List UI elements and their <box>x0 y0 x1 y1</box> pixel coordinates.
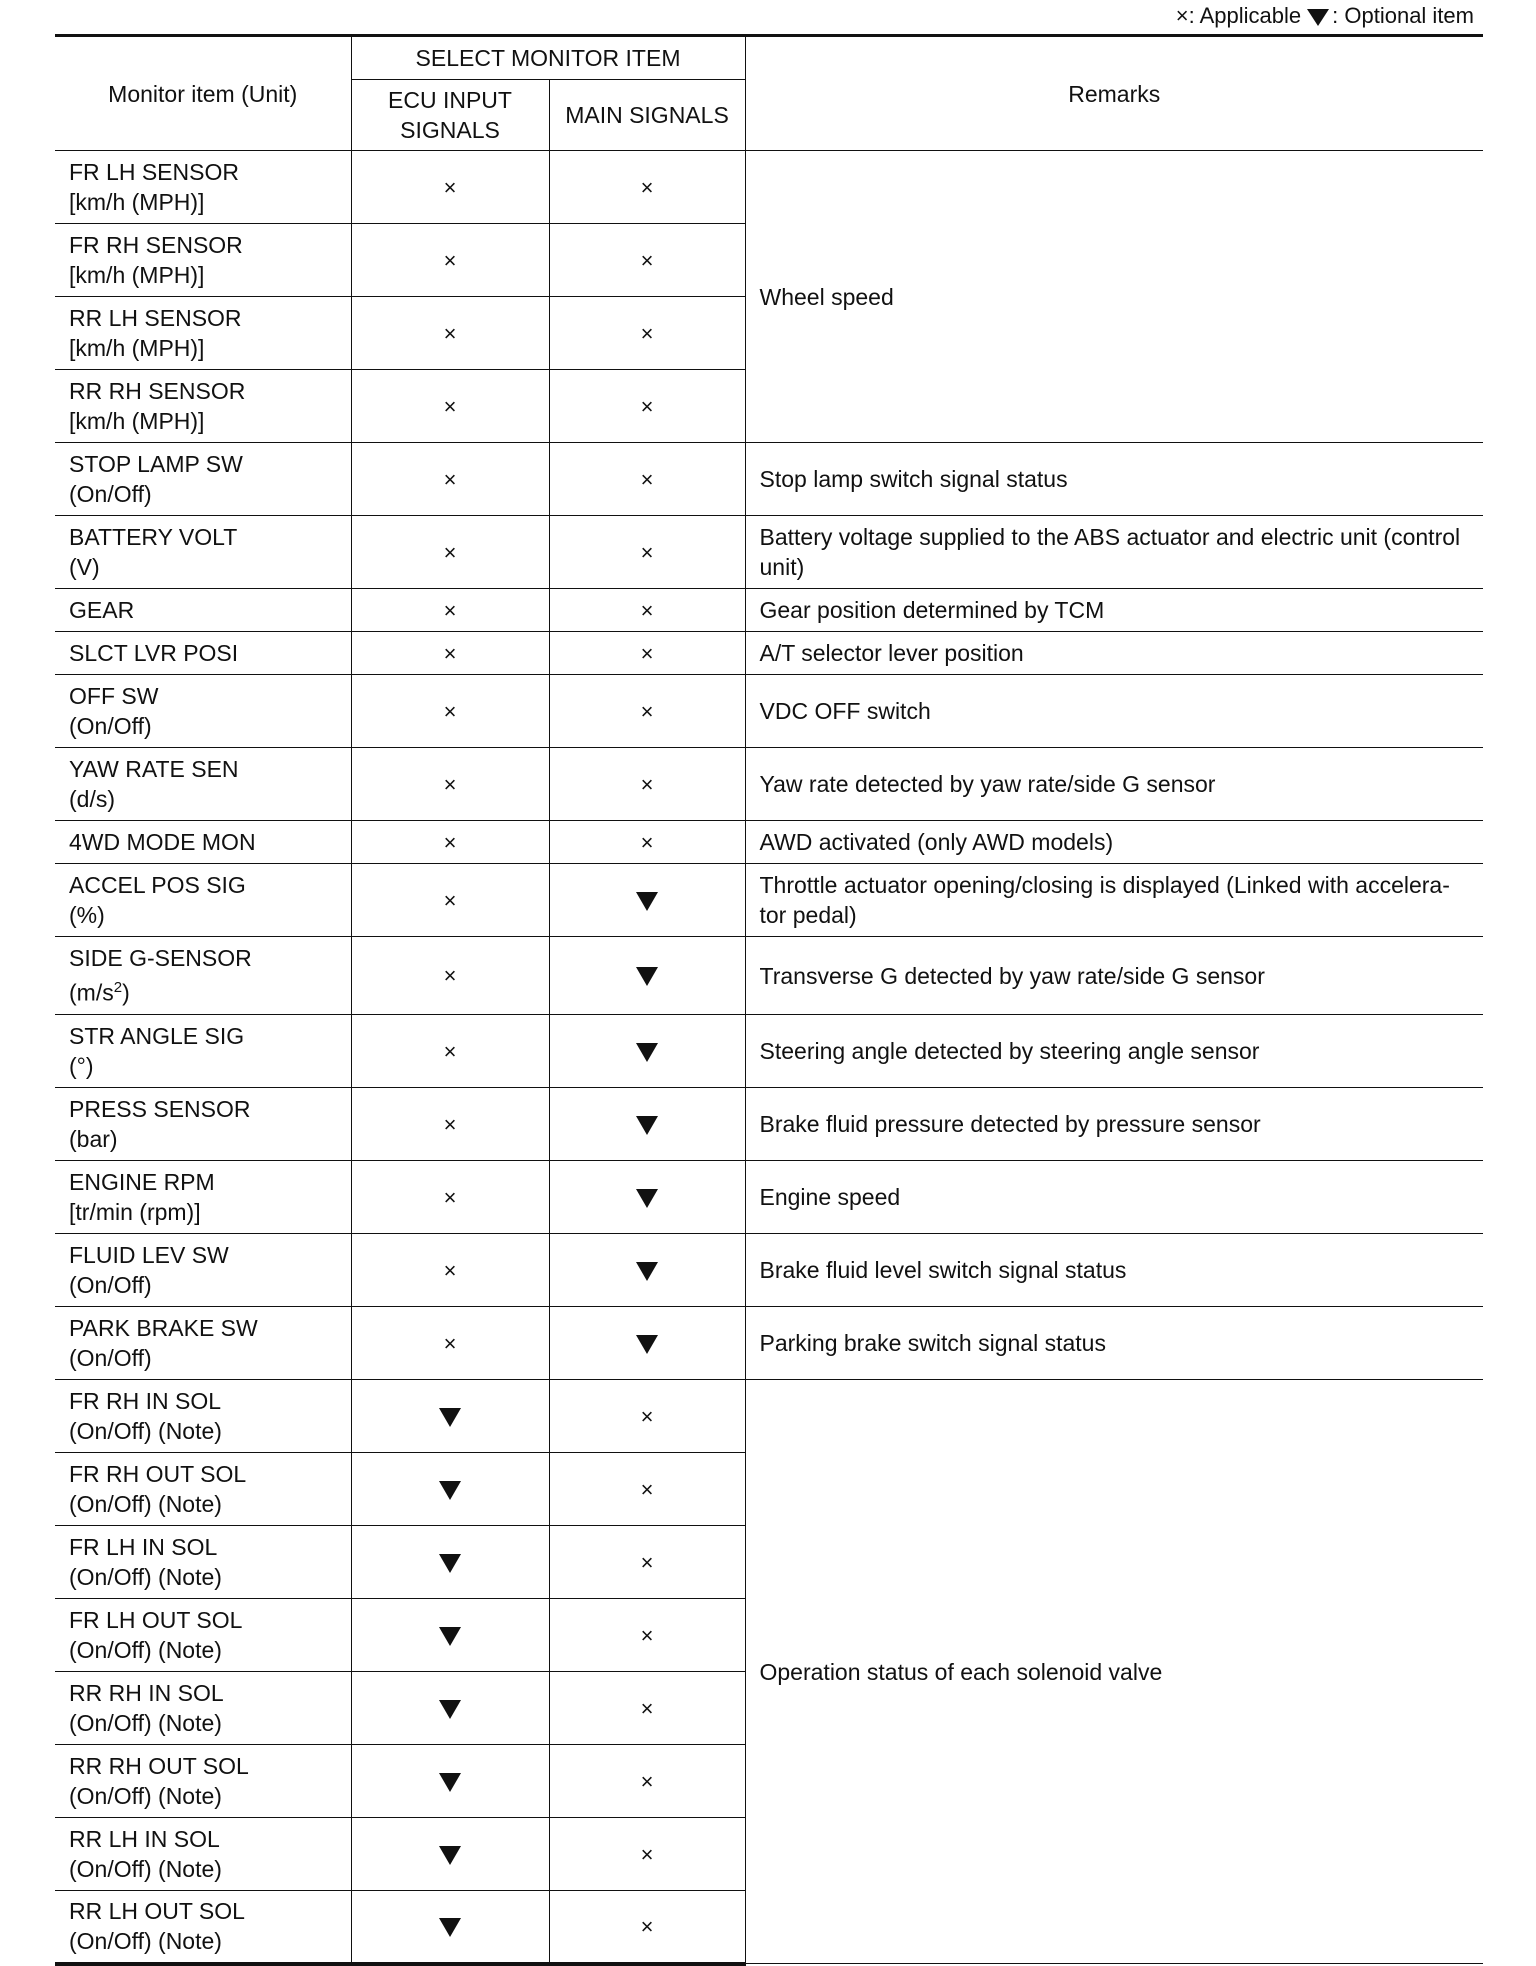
applicable-x-mark: × <box>640 320 654 346</box>
monitor-item-name: FR RH SENSOR <box>69 232 243 258</box>
monitor-item-cell <box>55 1161 351 1234</box>
main-signals-cell <box>549 297 745 370</box>
ecu-input-signals-cell <box>351 748 549 821</box>
table-row <box>55 1161 1483 1234</box>
monitor-item-cell <box>55 1015 351 1088</box>
monitor-item-name: STR ANGLE SIG <box>69 1023 245 1049</box>
ecu-input-signals-cell <box>351 821 549 864</box>
monitor-item-unit <box>69 784 341 814</box>
monitor-item-name: FR RH OUT SOL <box>69 1461 247 1487</box>
monitor-item-name: 4WD MODE MON <box>69 829 256 855</box>
optional-triangle-icon <box>439 1627 461 1646</box>
main-signals-cell <box>549 1307 745 1380</box>
applicable-x-mark: × <box>640 1695 654 1721</box>
monitor-item-unit <box>69 1124 341 1154</box>
monitor-item-name: PARK BRAKE SW <box>69 1315 258 1341</box>
applicable-x-mark: × <box>443 466 457 492</box>
ecu-input-signals-cell <box>351 1307 549 1380</box>
optional-triangle-icon <box>636 1262 658 1281</box>
header-remarks: Remarks <box>745 36 1483 151</box>
ecu-input-signals-cell <box>351 1088 549 1161</box>
ecu-input-signals-cell <box>351 937 549 1015</box>
ecu-input-signals-cell <box>351 1599 549 1672</box>
remarks-cell: AWD activated (only AWD models) <box>745 821 1483 864</box>
monitor-item-unit <box>69 1416 341 1446</box>
ecu-input-signals-cell <box>351 297 549 370</box>
main-signals-cell <box>549 151 745 224</box>
remarks-cell: Engine speed <box>745 1161 1483 1234</box>
monitor-item-cell <box>55 1453 351 1526</box>
unit-superscript: 2 <box>113 979 123 997</box>
monitor-item-unit <box>69 711 341 741</box>
monitor-item-unit <box>69 187 341 217</box>
applicable-x-mark: × <box>640 640 654 666</box>
unit-text: (On/Off) <box>69 1272 152 1298</box>
table-row <box>55 1234 1483 1307</box>
applicable-x-mark: × <box>443 1184 457 1210</box>
monitor-item-cell <box>55 1526 351 1599</box>
monitor-item-name: RR LH SENSOR <box>69 305 242 331</box>
monitor-item-name: SIDE G-SENSOR <box>69 945 252 972</box>
monitor-item-unit <box>69 1197 341 1227</box>
ecu-input-signals-cell <box>351 589 549 632</box>
remarks-cell: Throttle actuator opening/closing is displayed (Linked with accelera-tor pedal) <box>745 864 1483 937</box>
main-signals-cell <box>549 1380 745 1453</box>
optional-triangle-icon <box>636 1189 658 1208</box>
main-signals-cell <box>549 516 745 589</box>
main-signals-cell <box>549 1088 745 1161</box>
unit-text: (%) <box>69 902 105 928</box>
table-row <box>55 1088 1483 1161</box>
applicable-x-mark: × <box>640 1768 654 1794</box>
table-row <box>55 443 1483 516</box>
unit-text: (On/Off) <box>69 713 152 739</box>
monitor-item-cell <box>55 1088 351 1161</box>
applicable-x-mark: × <box>443 1038 457 1064</box>
monitor-item-name: BATTERY VOLT <box>69 524 238 550</box>
remarks-cell: Stop lamp switch signal status <box>745 443 1483 516</box>
applicable-x-mark: × <box>640 1622 654 1648</box>
monitor-item-name: RR RH SENSOR <box>69 378 246 404</box>
applicable-x-mark: × <box>443 320 457 346</box>
monitor-item-unit <box>69 1854 341 1884</box>
applicable-x-mark: × <box>443 887 457 913</box>
main-signals-cell <box>549 632 745 675</box>
table-row <box>55 864 1483 937</box>
monitor-item-unit <box>69 1781 341 1811</box>
main-signals-cell <box>549 370 745 443</box>
unit-text: (V) <box>69 554 100 580</box>
monitor-item-cell <box>55 151 351 224</box>
table-row <box>55 675 1483 748</box>
ecu-input-signals-cell <box>351 675 549 748</box>
monitor-item-name: ENGINE RPM <box>69 1169 215 1195</box>
main-signals-cell <box>549 748 745 821</box>
applicable-symbol: × <box>1175 3 1189 28</box>
ecu-input-signals-cell <box>351 1526 549 1599</box>
monitor-item-name: RR LH IN SOL <box>69 1826 220 1852</box>
monitor-item-cell <box>55 1891 351 1964</box>
monitor-item-name: SLCT LVR POSI <box>69 640 239 666</box>
monitor-item-unit <box>69 552 341 582</box>
applicable-x-mark: × <box>443 393 457 419</box>
unit-text: [km/h (MPH)] <box>69 262 205 288</box>
unit-text: (On/Off) <box>69 481 152 507</box>
monitor-item-name: FR LH OUT SOL <box>69 1607 243 1633</box>
header-monitor-item: Monitor item (Unit) <box>55 36 351 151</box>
applicable-x-mark: × <box>443 539 457 565</box>
header-select-monitor-item: SELECT MONITOR ITEM <box>351 36 745 80</box>
monitor-item-name: YAW RATE SEN <box>69 756 239 782</box>
ecu-input-signals-cell <box>351 864 549 937</box>
unit-text: (On/Off) (Note) <box>69 1564 222 1590</box>
table-row <box>55 516 1483 589</box>
ecu-input-signals-cell <box>351 1818 549 1891</box>
unit-text: [km/h (MPH)] <box>69 408 205 434</box>
table-body <box>55 151 1483 1964</box>
applicable-x-mark: × <box>443 1257 457 1283</box>
applicable-x-mark: × <box>640 698 654 724</box>
monitor-item-unit <box>69 973 341 1008</box>
unit-text: [km/h (MPH)] <box>69 335 205 361</box>
monitor-item-name: FR LH SENSOR <box>69 159 239 185</box>
monitor-item-cell <box>55 224 351 297</box>
monitor-item-cell <box>55 1380 351 1453</box>
applicable-x-mark: × <box>443 640 457 666</box>
applicable-x-mark: × <box>443 1111 457 1137</box>
monitor-item-cell <box>55 516 351 589</box>
optional-triangle-icon <box>636 892 658 911</box>
ecu-input-signals-cell <box>351 1161 549 1234</box>
optional-triangle-icon <box>636 1116 658 1135</box>
applicable-x-mark: × <box>640 1549 654 1575</box>
main-signals-cell <box>549 1818 745 1891</box>
optional-triangle-icon <box>439 1918 461 1937</box>
ecu-input-signals-cell <box>351 1672 549 1745</box>
optional-triangle-icon <box>636 967 658 986</box>
applicable-x-mark: × <box>443 174 457 200</box>
unit-text: (bar) <box>69 1126 118 1152</box>
unit-text: (On/Off) (Note) <box>69 1928 222 1955</box>
remarks-cell: Brake fluid level switch signal status <box>745 1234 1483 1307</box>
monitor-item-cell <box>55 937 351 1015</box>
monitor-item-cell <box>55 632 351 675</box>
remarks-cell: Battery voltage supplied to the ABS actuator and electric unit (control unit) <box>745 516 1483 589</box>
monitor-item-cell <box>55 1599 351 1672</box>
ecu-input-signals-cell <box>351 224 549 297</box>
ecu-input-signals-cell <box>351 632 549 675</box>
main-signals-cell <box>549 443 745 516</box>
table-row <box>55 589 1483 632</box>
monitor-item-unit <box>69 900 341 930</box>
ecu-input-signals-cell <box>351 443 549 516</box>
monitor-item-name: FR RH IN SOL <box>69 1388 222 1414</box>
monitor-item-cell <box>55 1234 351 1307</box>
applicable-x-mark: × <box>640 1403 654 1429</box>
applicable-x-mark: × <box>640 1841 654 1867</box>
main-signals-cell <box>549 1234 745 1307</box>
monitor-item-cell <box>55 1307 351 1380</box>
unit-text: (m/s <box>69 979 114 1006</box>
applicable-x-mark: × <box>443 771 457 797</box>
triangle-down-icon <box>1307 9 1329 26</box>
applicable-x-mark: × <box>640 1476 654 1502</box>
monitor-item-unit <box>69 1562 341 1592</box>
unit-text: (On/Off) (Note) <box>69 1491 222 1517</box>
table-row <box>55 151 1483 224</box>
table-row <box>55 748 1483 821</box>
applicable-x-mark: × <box>640 597 654 623</box>
monitor-item-name: FLUID LEV SW <box>69 1242 229 1268</box>
applicable-x-mark: × <box>443 1330 457 1356</box>
ecu-input-signals-cell <box>351 1234 549 1307</box>
main-signals-cell <box>549 1745 745 1818</box>
ecu-input-signals-cell <box>351 1453 549 1526</box>
applicable-x-mark: × <box>640 771 654 797</box>
monitor-item-name: RR RH OUT SOL <box>69 1753 249 1779</box>
monitor-item-name: RR RH IN SOL <box>69 1680 224 1706</box>
monitor-item-name: ACCEL POS SIG <box>69 872 246 898</box>
monitor-item-unit <box>69 1051 341 1081</box>
monitor-item-unit <box>69 260 341 290</box>
monitor-item-cell <box>55 821 351 864</box>
remarks-cell: Transverse G detected by yaw rate/side G sensor <box>745 937 1483 1015</box>
header-ecu-input-signals <box>351 80 549 151</box>
ecu-input-signals-cell <box>351 1380 549 1453</box>
remarks-cell: VDC OFF switch <box>745 675 1483 748</box>
applicable-x-mark: × <box>443 963 457 988</box>
ecu-input-signals-cell <box>351 1015 549 1088</box>
monitor-item-cell <box>55 1672 351 1745</box>
applicable-x-mark: × <box>443 829 457 855</box>
main-signals-cell <box>549 224 745 297</box>
main-signals-cell <box>549 1599 745 1672</box>
main-signals-cell <box>549 1891 745 1964</box>
optional-triangle-icon <box>636 1335 658 1354</box>
monitor-item-cell <box>55 589 351 632</box>
applicable-x-mark: × <box>640 829 654 855</box>
remarks-cell: Brake fluid pressure detected by pressure sensor <box>745 1088 1483 1161</box>
monitor-item-unit <box>69 1343 341 1373</box>
unit-text: (On/Off) (Note) <box>69 1856 222 1882</box>
applicable-x-mark: × <box>443 698 457 724</box>
unit-text: (On/Off) <box>69 1345 152 1371</box>
monitor-item-name: FR LH IN SOL <box>69 1534 218 1560</box>
unit-text-end: ) <box>122 979 130 1006</box>
applicable-x-mark: × <box>443 597 457 623</box>
monitor-item-table <box>55 34 1483 1966</box>
table-row <box>55 1307 1483 1380</box>
monitor-item-name: PRESS SENSOR <box>69 1096 251 1122</box>
main-signals-cell <box>549 1526 745 1599</box>
remarks-cell: Gear position determined by TCM <box>745 589 1483 632</box>
legend <box>1176 2 1474 30</box>
optional-legend-text: : Optional item <box>1332 3 1474 28</box>
main-signals-cell <box>549 1453 745 1526</box>
unit-text: [km/h (MPH)] <box>69 189 205 215</box>
main-signals-cell <box>549 1015 745 1088</box>
ecu-input-signals-cell <box>351 516 549 589</box>
applicable-legend-text: : Applicable <box>1188 3 1302 28</box>
monitor-item-unit <box>69 1708 341 1738</box>
ecu-input-signals-cell <box>351 1745 549 1818</box>
main-signals-cell <box>549 1161 745 1234</box>
monitor-item-cell <box>55 370 351 443</box>
optional-triangle-icon <box>439 1773 461 1792</box>
optional-triangle-icon <box>636 1043 658 1062</box>
table-row <box>55 1380 1483 1453</box>
monitor-item-unit <box>69 406 341 436</box>
applicable-x-mark: × <box>443 247 457 273</box>
header-ecu-input-signals-label: ECU INPUT SIGNALS <box>388 87 512 143</box>
remarks-cell: Yaw rate detected by yaw rate/side G sensor <box>745 748 1483 821</box>
monitor-item-name: STOP LAMP SW <box>69 451 243 477</box>
unit-text: (On/Off) (Note) <box>69 1637 222 1663</box>
monitor-item-cell <box>55 675 351 748</box>
monitor-item-name: RR LH OUT SOL <box>69 1898 245 1925</box>
unit-text: (On/Off) (Note) <box>69 1710 222 1736</box>
unit-text: (°) <box>69 1053 94 1079</box>
optional-triangle-icon <box>439 1408 461 1427</box>
monitor-item-cell <box>55 1745 351 1818</box>
main-signals-cell <box>549 937 745 1015</box>
applicable-x-mark: × <box>640 393 654 419</box>
monitor-item-unit <box>69 479 341 509</box>
unit-text: (d/s) <box>69 786 115 812</box>
ecu-input-signals-cell <box>351 151 549 224</box>
monitor-item-unit <box>69 1635 341 1665</box>
monitor-item-unit <box>69 1926 341 1956</box>
unit-text: [tr/min (rpm)] <box>69 1199 201 1225</box>
unit-text: (On/Off) (Note) <box>69 1418 222 1444</box>
main-signals-cell <box>549 821 745 864</box>
table-row <box>55 821 1483 864</box>
remarks-cell: Operation status of each solenoid valve <box>745 1380 1483 1964</box>
table-row <box>55 937 1483 1015</box>
monitor-item-unit <box>69 1270 341 1300</box>
remarks-cell: Steering angle detected by steering angle sensor <box>745 1015 1483 1088</box>
ecu-input-signals-cell <box>351 1891 549 1964</box>
optional-triangle-icon <box>439 1700 461 1719</box>
monitor-item-unit <box>69 1489 341 1519</box>
table-row <box>55 1015 1483 1088</box>
monitor-item-cell <box>55 748 351 821</box>
applicable-x-mark: × <box>640 466 654 492</box>
remarks-cell: Wheel speed <box>745 151 1483 443</box>
applicable-x-mark: × <box>640 1913 654 1939</box>
main-signals-cell <box>549 675 745 748</box>
monitor-item-cell <box>55 1818 351 1891</box>
applicable-x-mark: × <box>640 539 654 565</box>
table-row <box>55 632 1483 675</box>
main-signals-cell <box>549 864 745 937</box>
monitor-item-cell <box>55 864 351 937</box>
ecu-input-signals-cell <box>351 370 549 443</box>
monitor-item-name: GEAR <box>69 597 135 623</box>
header-main-signals: MAIN SIGNALS <box>549 80 745 151</box>
remarks-cell: A/T selector lever position <box>745 632 1483 675</box>
applicable-x-mark: × <box>640 247 654 273</box>
applicable-x-mark: × <box>640 174 654 200</box>
optional-triangle-icon <box>439 1481 461 1500</box>
monitor-item-unit <box>69 333 341 363</box>
optional-triangle-icon <box>439 1554 461 1573</box>
main-signals-cell <box>549 1672 745 1745</box>
monitor-item-cell <box>55 297 351 370</box>
optional-triangle-icon <box>439 1846 461 1865</box>
remarks-cell: Parking brake switch signal status <box>745 1307 1483 1380</box>
monitor-item-cell <box>55 443 351 516</box>
monitor-item-name: OFF SW <box>69 683 159 709</box>
main-signals-cell <box>549 589 745 632</box>
unit-text: (On/Off) (Note) <box>69 1783 222 1809</box>
